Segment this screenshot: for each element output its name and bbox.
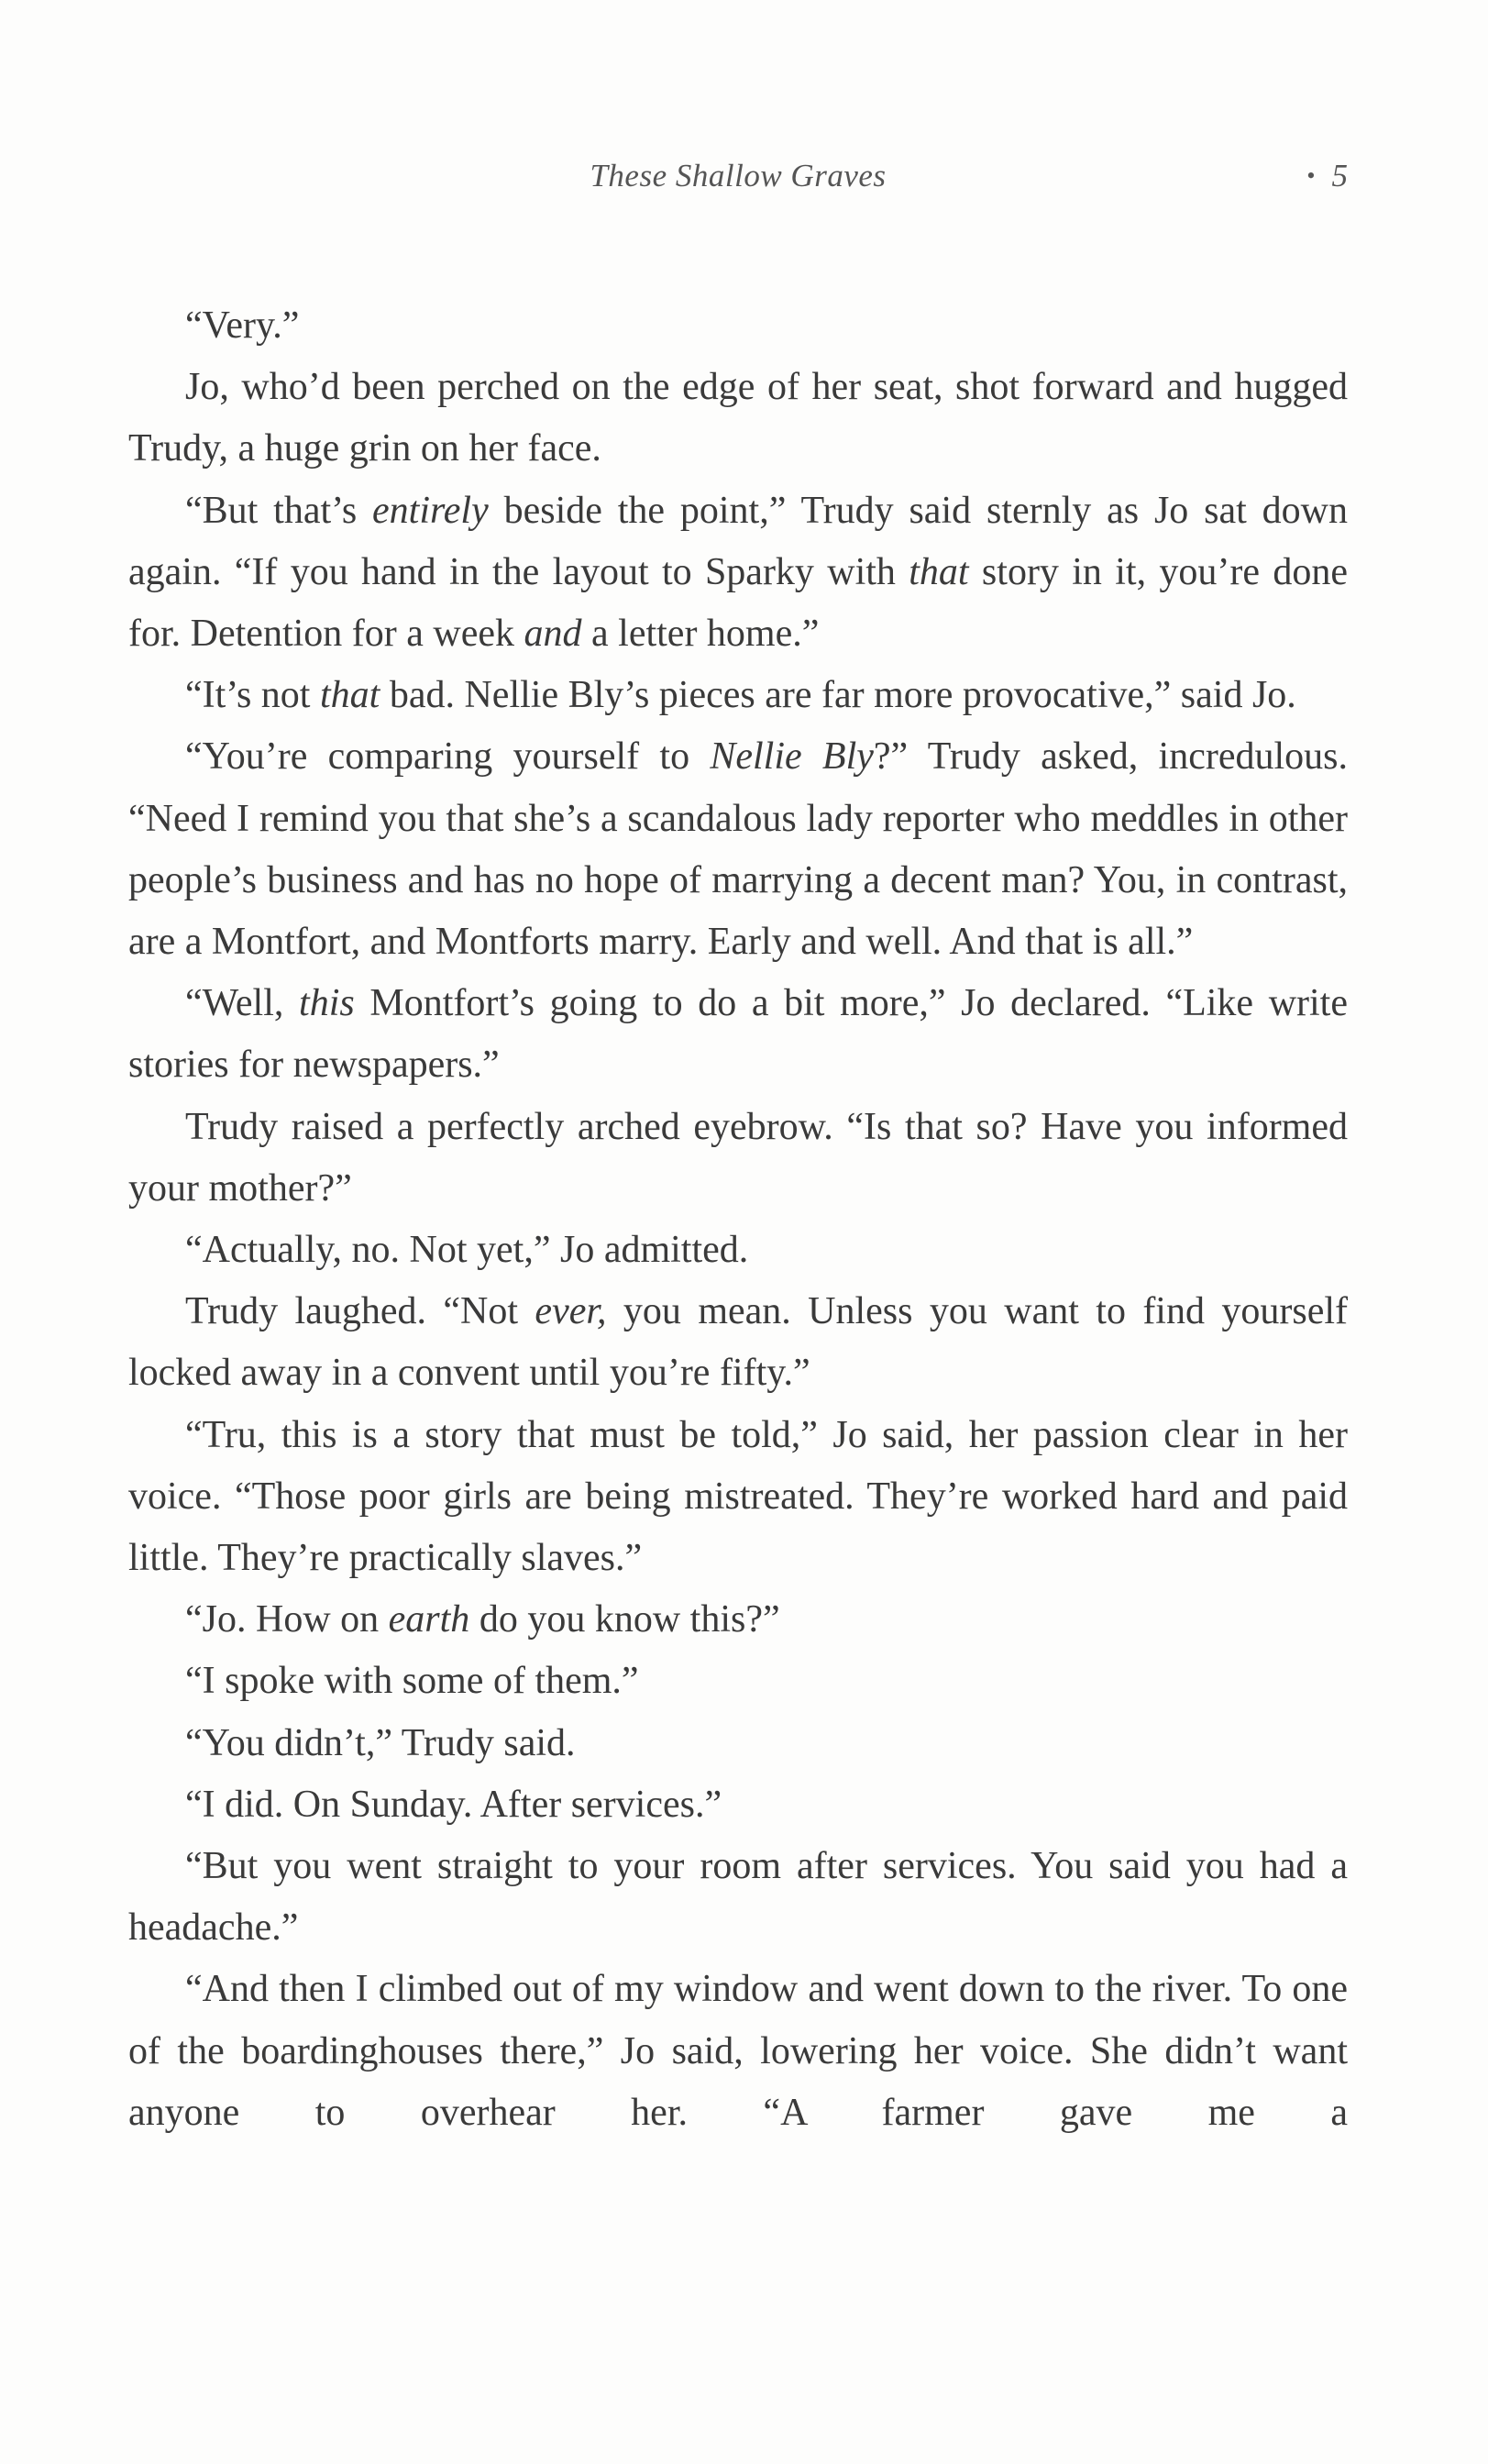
running-head — [128, 158, 1348, 213]
text-run: “And then I climbed out of my window and went down to the river. To one of the boardinghouses there,” Jo said, lowering her voice. She didn’t want anyone to overhear her. “A farmer gave me a — [128, 1968, 1348, 2134]
text-run: Montfort’s going to do a bit more,” Jo declared. “Like write stories for newspapers.” — [128, 982, 1348, 1087]
text-run: bad. Nellie Bly’s pieces are far more provocative,” said Jo. — [380, 674, 1296, 717]
italic-text: that — [319, 674, 380, 717]
paragraph — [128, 1713, 1348, 1774]
paragraph — [128, 1281, 1348, 1404]
paragraph — [128, 973, 1348, 1096]
text-run: Trudy laughed. “Not — [185, 1290, 535, 1333]
paragraph — [128, 665, 1348, 726]
paragraph — [128, 1220, 1348, 1281]
text-run: do you know this?” — [469, 1598, 780, 1641]
italic-text: earth — [388, 1598, 470, 1641]
text-run: “Tru, this is a story that must be told,” Jo said, her passion clear in her voice. “Those poor girls are being mistreated. They’re worked hard and paid little. They’re practically slaves.” — [128, 1413, 1348, 1580]
text-run: ?” Trudy asked, incredulous. “Need I remind you that she’s a scandalous lady reporter who meddles in other people’s business and has no hope of marrying a decent man? You, in contrast, are a Montfort, and Montforts marry. Early and well. And that is all.” — [128, 735, 1348, 964]
paragraph — [128, 357, 1348, 480]
paragraph — [128, 295, 1348, 357]
paragraph — [128, 1836, 1348, 1959]
text-run: “But you went straight to your room after services. You said you had a headache.” — [128, 1845, 1348, 1950]
italic-text: this — [299, 982, 355, 1025]
text-run: “Well, — [185, 982, 300, 1025]
text-run: “You didn’t,” Trudy said. — [185, 1721, 576, 1764]
italic-text: entirely — [372, 489, 489, 532]
text-run: a letter home.” — [581, 613, 820, 656]
text-run: Jo, who’d been perched on the edge of her seat, shot forward and hugged Trudy, a huge grin on her face. — [128, 366, 1348, 470]
italic-text: and — [524, 613, 582, 656]
text-run: “It’s not — [185, 674, 320, 717]
paragraph — [128, 726, 1348, 973]
paragraph — [128, 1405, 1348, 1590]
text-run: “Actually, no. Not yet,” Jo admitted. — [185, 1229, 749, 1272]
italic-text: that — [909, 550, 969, 593]
paragraph — [128, 1774, 1348, 1836]
text-run: “You’re comparing yourself to — [185, 735, 711, 779]
italic-text: ever, — [535, 1290, 607, 1333]
italic-text: Nellie Bly — [710, 735, 874, 779]
paragraph — [128, 481, 1348, 666]
paragraph — [128, 1651, 1348, 1712]
body-text — [128, 295, 1348, 2144]
text-run: story in it, you’re done for. Detention for a week — [128, 550, 1349, 656]
running-title: These Shallow Graves — [590, 158, 887, 193]
folio-bullet: • — [1306, 162, 1316, 189]
paragraph — [128, 1959, 1348, 2144]
page-number-value: 5 — [1331, 158, 1348, 193]
paragraph — [128, 1589, 1348, 1651]
page-number — [1306, 158, 1348, 194]
text-run: “I did. On Sunday. After services.” — [185, 1783, 722, 1826]
text-run: “But that’s — [185, 489, 373, 532]
text-run: you mean. Unless you want to find yourself locked away in a convent until you’re fifty.” — [128, 1290, 1348, 1395]
paragraph — [128, 1097, 1348, 1220]
text-run: “Very.” — [185, 304, 300, 347]
text-run: Trudy raised a perfectly arched eyebrow. “Is that so? Have you informed your mother?” — [128, 1105, 1348, 1210]
text-run: “I spoke with some of them.” — [185, 1660, 639, 1703]
text-run: “Jo. How on — [185, 1598, 389, 1641]
text-run: beside the point,” Trudy said sternly as Jo sat down again. “If you hand in the layout to Sparky with — [128, 489, 1348, 593]
